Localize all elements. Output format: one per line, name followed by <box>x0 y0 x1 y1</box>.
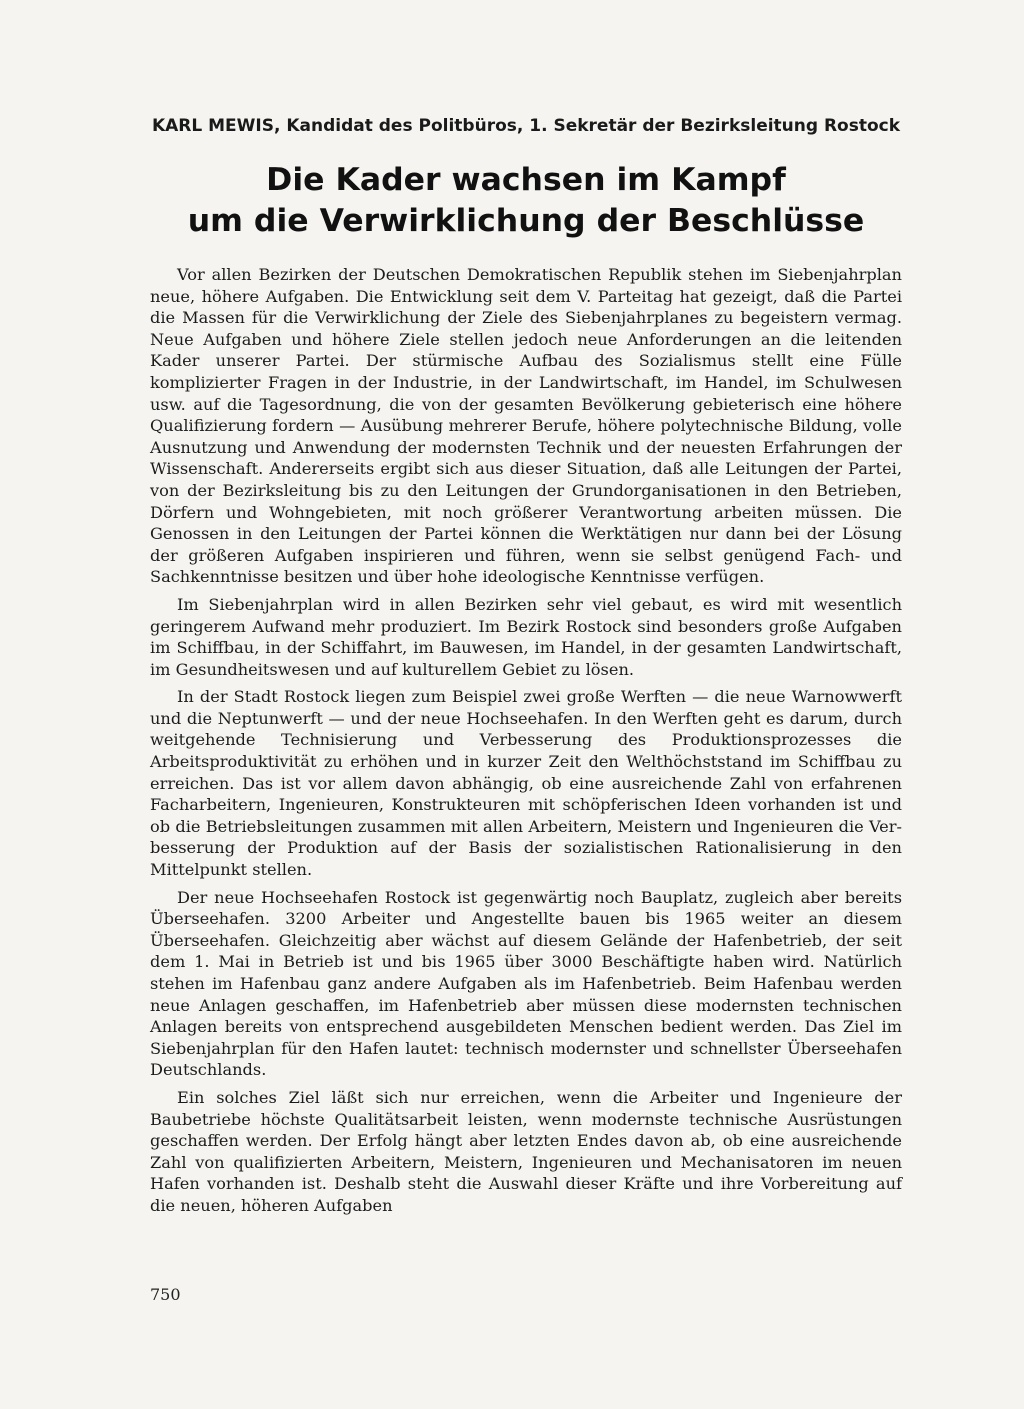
author-line: KARL MEWIS, Kandidat des Politbüros, 1. Sekretär der Bezirksleitung Rostock <box>151 116 901 136</box>
title-line-2: um die Verwirklichung der Beschlüsse <box>187 203 865 239</box>
paragraph: Ein solches Ziel läßt sich nur erreichen, wenn die Arbeiter und Ingenieure der Baubetriebe höchste Qualitätsarbeit leisten, wenn modernste technische Ausrüstungen geschaffen werden. Der Erfolg hängt aber letzten Endes davon ab, ob eine ausreichende Zahl von qualifizierten Arbeitern, Meistern, Ingenieuren und Mechanisatoren im neuen Hafen vorhanden ist. Deshalb steht die Auswahl dieser Kräfte und ihre Vorbereitung auf die neuen, höheren Aufgaben <box>150 1087 902 1215</box>
paragraph: Im Siebenjahrplan wird in allen Bezirken sehr viel gebaut, es wird mit wesentlich geringerem Aufwand mehr produziert. Im Bezirk Rostock sind besonders große Aufgaben im Schiffbau, in der Schiffahrt, im Bauwesen, im Handel, in der gesamten Landwirtschaft, im Gesundheitswesen und auf kulturellem Gebiet zu lösen. <box>150 594 902 679</box>
article-body <box>150 264 902 1217</box>
paragraph: Der neue Hochseehafen Rostock ist gegenwärtig noch Bauplatz, zugleich aber bereits Überseehafen. 3200 Arbeiter und Angestellte bauen bis 1965 weiter an diesem Überseehafen. Gleichzeitig aber wächst auf diesem Gelände der Hafenbetrieb, der seit dem 1. Mai in Betrieb ist und bis 1965 über 3000 Beschäftigte haben wird. Natürlich stehen im Hafenbau ganz andere Aufgaben als im Hafenbetrieb. Beim Hafenbau werden neue Anlagen geschaffen, im Hafenbetrieb aber müssen diese modernsten technischen Anlagen bereits von entsprechend ausgebildeten Menschen bedient werden. Das Ziel im Siebenjahrplan für den Hafen lautet: technisch modernster und schnellster Überseehafen Deutschlands. <box>150 887 902 1080</box>
paragraph: Vor allen Bezirken der Deutschen Demokratischen Republik stehen im Siebenjahrplan neue, höhere Aufgaben. Die Entwicklung seit dem V. Parteitag hat gezeigt, daß die Partei die Massen für die Verwirklichung der Ziele des Siebenjahrplanes zu begeistern vermag. Neue Aufgaben und höhere Ziele stellen jedoch neue Anforderungen an die leitenden Kader unserer Partei. Der stürmische Aufbau des Sozialismus stellt eine Fülle komplizierter Fragen in der Industrie, in der Landwirtschaft, im Handel, im Schulwesen usw. auf die Tagesordnung, die von der gesamten Bevölkerung gebieterisch eine höhere Qualifizierung fordern — Ausübung mehrerer Berufe, höhere polytechnische Bildung, volle Ausnutzung und Anwendung der modernsten Technik und der neuesten Erfahrungen der Wissenschaft. Andererseits ergibt sich aus dieser Situation, daß alle Leitungen der Partei, von der Bezirksleitung bis zu den Leitungen der Grundorganisationen in den Betrieben, Dörfern und Wohngebieten, mit noch größerer Verantwortung arbeiten müssen. Die Genossen in den Leitungen der Partei können die Werktätigen nur dann bei der Lösung der größeren Aufgaben inspirieren und führen, wenn sie selbst genügend Fach- und Sachkenntnisse besitzen und über hohe ideologische Kenntnisse verfügen. <box>150 265 902 587</box>
title-line-1: Die Kader wachsen im Kampf <box>266 162 786 198</box>
page-number: 750 <box>150 1285 181 1304</box>
page-content <box>150 112 902 1223</box>
article-title <box>150 160 902 242</box>
paragraph: In der Stadt Rostock liegen zum Beispiel zwei große Werften — die neue Warnowwerft und die Neptunwerft — und der neue Hochseehafen. In den Werften geht es darum, durch weitgehende Technisierung und Verbesserung des Produktionsprozesses die Arbeitsproduktivität zu erhöhen und in kurzer Zeit den Welthöchststand im Schiffbau zu erreichen. Das ist vor allem davon abhängig, ob eine ausreichende Zahl von erfahrenen Facharbeitern, Ingenieuren, Konstrukteuren mit schöpferischen Ideen vorhanden ist und ob die Betriebsleitungen zusammen mit allen Arbeitern, Meistern und Ingenieuren die Verbesserung der Produktion auf der Basis der sozialistischen Rationalisierung in den Mittelpunkt stellen. <box>150 687 902 880</box>
